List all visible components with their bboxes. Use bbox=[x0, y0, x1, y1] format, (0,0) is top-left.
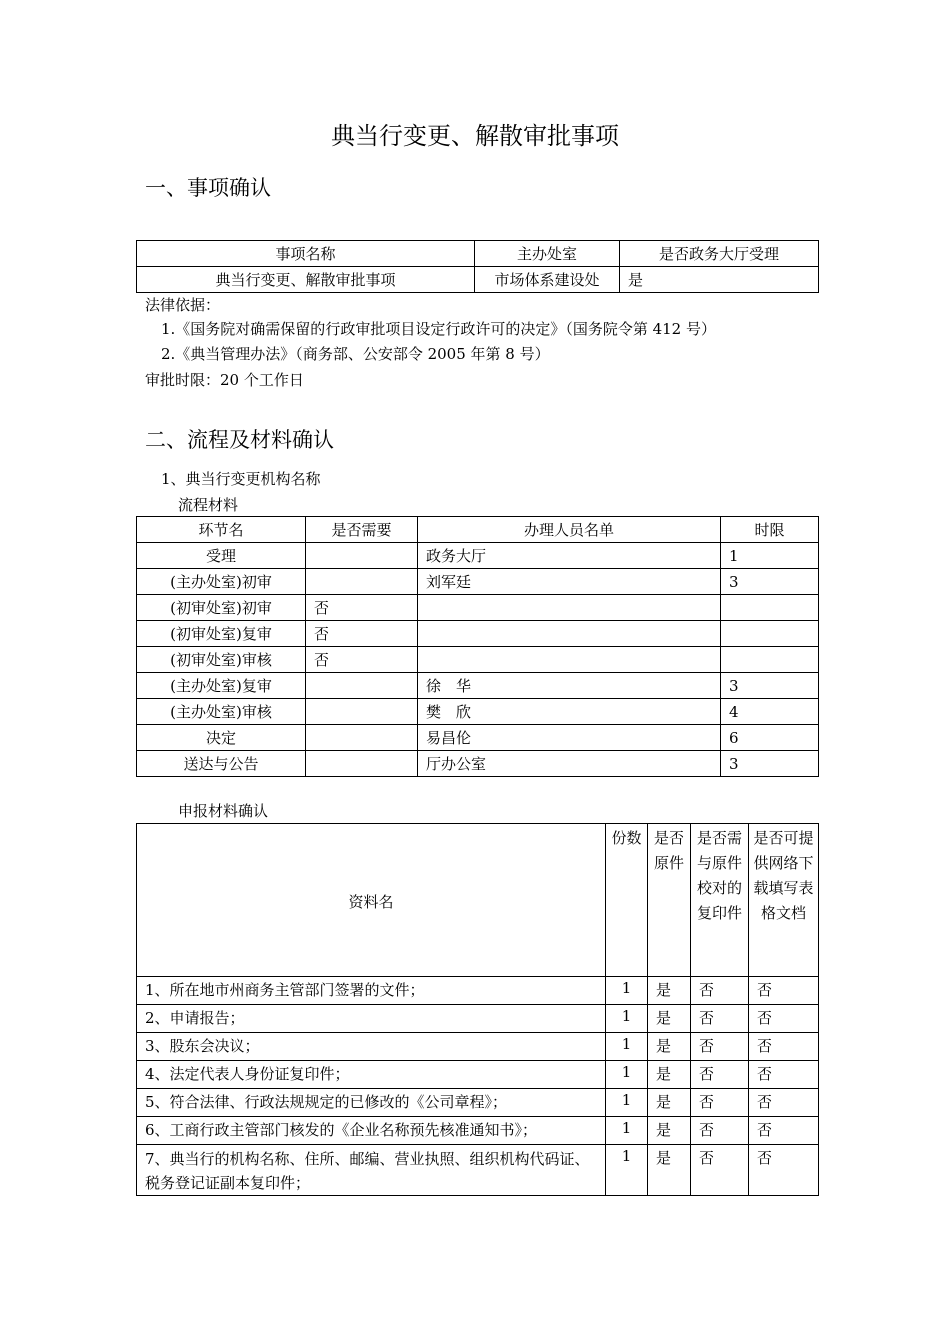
required-cell bbox=[306, 673, 418, 699]
days-cell: 6 bbox=[721, 725, 819, 751]
days-cell bbox=[721, 595, 819, 621]
staff-cell: 刘军廷 bbox=[418, 569, 721, 595]
days-cell: 3 bbox=[721, 673, 819, 699]
copies-cell: 1 bbox=[606, 1145, 648, 1196]
required-cell bbox=[306, 751, 418, 777]
table-header-row bbox=[137, 517, 819, 543]
material-name-cell: 2、申请报告； bbox=[137, 1005, 606, 1033]
table-row bbox=[137, 543, 819, 569]
material-name-cell: 6、工商行政主管部门核发的《企业名称预先核准通知书》； bbox=[137, 1117, 606, 1145]
original-cell: 是 bbox=[648, 977, 691, 1005]
download-cell: 否 bbox=[749, 1005, 819, 1033]
header-cell: 是否需与原件校对的复印件 bbox=[691, 824, 749, 977]
material-name-cell: 5、符合法律、行政法规规定的已修改的《公司章程》； bbox=[137, 1089, 606, 1117]
dept-cell: 市场体系建设处 bbox=[475, 267, 620, 293]
table-row bbox=[137, 647, 819, 673]
required-cell: 否 bbox=[306, 621, 418, 647]
original-cell: 是 bbox=[648, 1117, 691, 1145]
header-cell: 主办处室 bbox=[475, 241, 620, 267]
download-cell: 否 bbox=[749, 1145, 819, 1196]
original-cell: 是 bbox=[648, 1033, 691, 1061]
hall-cell: 是 bbox=[620, 267, 819, 293]
material-name-cell: 7、典当行的机构名称、住所、邮编、营业执照、组织机构代码证、税务登记证副本复印件； bbox=[137, 1145, 606, 1196]
table-row bbox=[137, 1005, 819, 1033]
materials-label: 申报材料确认 bbox=[178, 802, 269, 820]
step-cell: (主办处室)初审 bbox=[137, 569, 306, 595]
legal-item: 2.《典当管理办法》（商务部、公安部令 2005 年第 8 号） bbox=[161, 345, 550, 363]
download-cell: 否 bbox=[749, 977, 819, 1005]
download-cell: 否 bbox=[749, 1061, 819, 1089]
staff-cell: 樊 欣 bbox=[418, 699, 721, 725]
required-cell bbox=[306, 569, 418, 595]
staff-cell bbox=[418, 621, 721, 647]
copies-cell: 1 bbox=[606, 1117, 648, 1145]
sub-heading: 1、典当行变更机构名称 bbox=[161, 470, 321, 488]
step-cell: (初审处室)初审 bbox=[137, 595, 306, 621]
document-title: 典当行变更、解散审批事项 bbox=[331, 122, 619, 150]
required-cell bbox=[306, 699, 418, 725]
item-table bbox=[136, 240, 819, 293]
table-row bbox=[137, 595, 819, 621]
header-cell: 事项名称 bbox=[137, 241, 475, 267]
copy-check-cell: 否 bbox=[691, 1117, 749, 1145]
header-cell: 是否原件 bbox=[648, 824, 691, 977]
staff-cell bbox=[418, 647, 721, 673]
staff-cell bbox=[418, 595, 721, 621]
staff-cell: 易昌伦 bbox=[418, 725, 721, 751]
table-row bbox=[137, 699, 819, 725]
copies-cell: 1 bbox=[606, 1005, 648, 1033]
header-cell: 是否需要 bbox=[306, 517, 418, 543]
table-row bbox=[137, 725, 819, 751]
days-cell: 4 bbox=[721, 699, 819, 725]
required-cell: 否 bbox=[306, 595, 418, 621]
legal-item: 1.《国务院对确需保留的行政审批项目设定行政许可的决定》（国务院令第 412 号） bbox=[161, 320, 716, 338]
header-cell: 是否政务大厅受理 bbox=[620, 241, 819, 267]
section2-heading: 二、流程及材料确认 bbox=[145, 428, 334, 452]
copies-cell: 1 bbox=[606, 977, 648, 1005]
step-cell: 决定 bbox=[137, 725, 306, 751]
header-cell: 时限 bbox=[721, 517, 819, 543]
header-cell: 份数 bbox=[606, 824, 648, 977]
table-row bbox=[137, 1145, 819, 1196]
staff-cell: 徐 华 bbox=[418, 673, 721, 699]
table-row bbox=[137, 267, 819, 293]
header-cell: 办理人员名单 bbox=[418, 517, 721, 543]
days-cell: 3 bbox=[721, 751, 819, 777]
time-limit: 审批时限：20 个工作日 bbox=[145, 371, 304, 389]
required-cell bbox=[306, 725, 418, 751]
material-name-cell: 1、所在地市州商务主管部门签署的文件； bbox=[137, 977, 606, 1005]
copy-check-cell: 否 bbox=[691, 1061, 749, 1089]
days-cell bbox=[721, 621, 819, 647]
original-cell: 是 bbox=[648, 1005, 691, 1033]
days-cell: 1 bbox=[721, 543, 819, 569]
step-cell: (主办处室)审核 bbox=[137, 699, 306, 725]
original-cell: 是 bbox=[648, 1061, 691, 1089]
legal-basis-label: 法律依据： bbox=[145, 296, 221, 314]
download-cell: 否 bbox=[749, 1089, 819, 1117]
copy-check-cell: 否 bbox=[691, 977, 749, 1005]
copies-cell: 1 bbox=[606, 1089, 648, 1117]
copies-cell: 1 bbox=[606, 1061, 648, 1089]
material-name-cell: 4、法定代表人身份证复印件； bbox=[137, 1061, 606, 1089]
download-cell: 否 bbox=[749, 1117, 819, 1145]
copies-cell: 1 bbox=[606, 1033, 648, 1061]
copy-check-cell: 否 bbox=[691, 1089, 749, 1117]
materials-table bbox=[136, 823, 819, 1196]
required-cell bbox=[306, 543, 418, 569]
material-name-cell: 3、股东会决议； bbox=[137, 1033, 606, 1061]
table-row bbox=[137, 1117, 819, 1145]
section1-heading: 一、事项确认 bbox=[145, 176, 271, 200]
staff-cell: 政务大厅 bbox=[418, 543, 721, 569]
table-row bbox=[137, 621, 819, 647]
download-cell: 否 bbox=[749, 1033, 819, 1061]
copy-check-cell: 否 bbox=[691, 1145, 749, 1196]
step-cell: (初审处室)审核 bbox=[137, 647, 306, 673]
step-cell: 送达与公告 bbox=[137, 751, 306, 777]
header-cell: 是否可提供网络下载填写表格文档 bbox=[749, 824, 819, 977]
item-name-cell: 典当行变更、解散审批事项 bbox=[137, 267, 475, 293]
copy-check-cell: 否 bbox=[691, 1033, 749, 1061]
table-row bbox=[137, 1089, 819, 1117]
header-cell: 资料名 bbox=[137, 824, 606, 977]
flow-table bbox=[136, 516, 819, 777]
original-cell: 是 bbox=[648, 1145, 691, 1196]
header-cell: 环节名 bbox=[137, 517, 306, 543]
days-cell bbox=[721, 647, 819, 673]
table-header-row bbox=[137, 241, 819, 267]
copy-check-cell: 否 bbox=[691, 1005, 749, 1033]
table-header-row bbox=[137, 824, 819, 977]
table-row bbox=[137, 1061, 819, 1089]
table-row bbox=[137, 977, 819, 1005]
table-row bbox=[137, 569, 819, 595]
table-row bbox=[137, 751, 819, 777]
required-cell: 否 bbox=[306, 647, 418, 673]
staff-cell: 厅办公室 bbox=[418, 751, 721, 777]
flow-label: 流程材料 bbox=[178, 496, 239, 514]
table-row bbox=[137, 673, 819, 699]
table-row bbox=[137, 1033, 819, 1061]
step-cell: 受理 bbox=[137, 543, 306, 569]
step-cell: (初审处室)复审 bbox=[137, 621, 306, 647]
step-cell: (主办处室)复审 bbox=[137, 673, 306, 699]
days-cell: 3 bbox=[721, 569, 819, 595]
original-cell: 是 bbox=[648, 1089, 691, 1117]
